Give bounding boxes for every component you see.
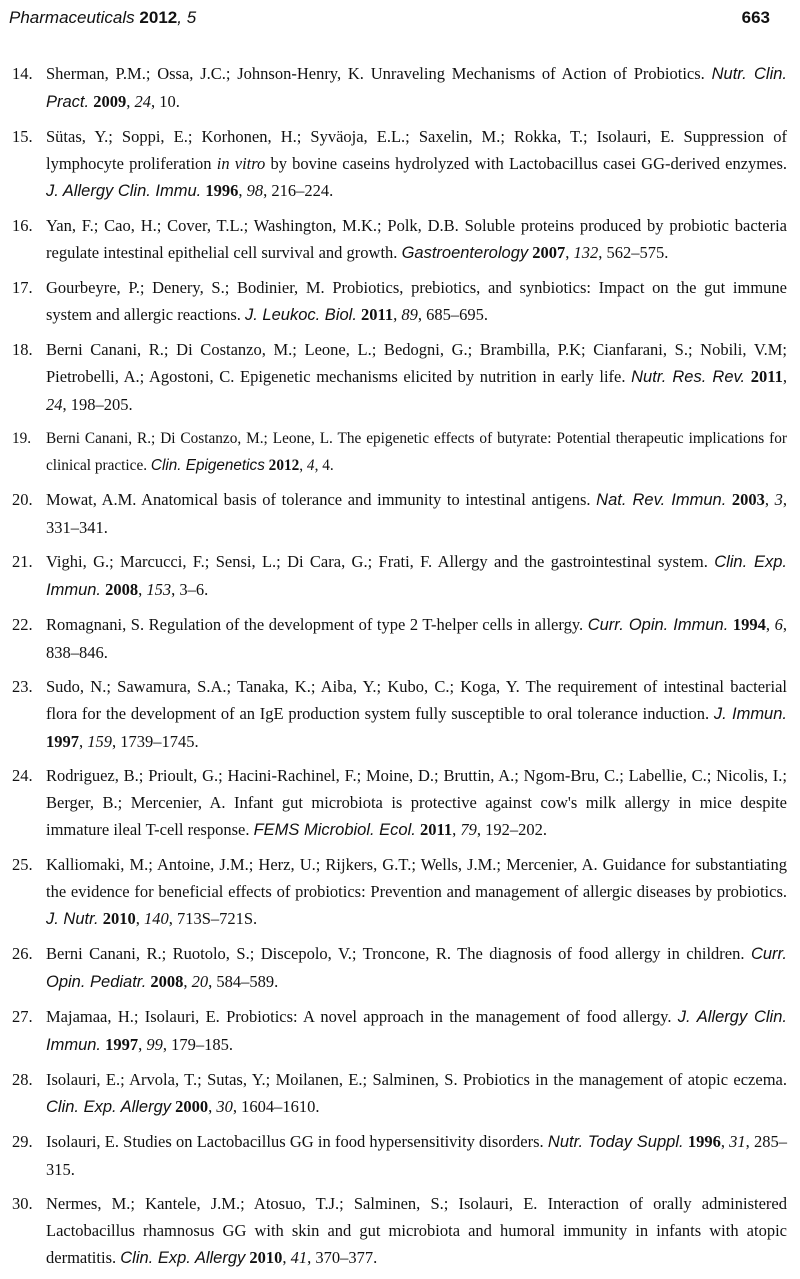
reference-year: 2009 — [93, 92, 127, 111]
reference-volume: 98 — [246, 181, 264, 200]
reference-journal: Clin. Exp. Allergy — [120, 1249, 246, 1267]
reference-volume: 4 — [306, 457, 315, 474]
reference-text: Vighi, G.; Marcucci, F.; Sensi, L.; Di Cara, G.; Frati, F. Allergy and the gastrointestinal system. Clin. Exp. Immun. 2008, 153, 3–6. — [46, 552, 788, 599]
reference-authors-title: Gourbeyre, P.; Denery, S.; Bodinier, M. Probiotics, prebiotics, and synbiotics: Impact on the gut immune system and allergic reactions. — [46, 278, 787, 324]
reference-number: 18. — [12, 340, 33, 359]
reference-volume: 20 — [191, 972, 209, 991]
reference-authors-title: Berni Canani, R.; Di Costanzo, M.; Leone, L. The epigenetic effects of butyrate: Potential therapeutic implications for clinical practice. — [46, 430, 787, 474]
reference-journal: Curr. Opin. Immun. — [587, 616, 729, 634]
reference-volume: 3 — [774, 490, 783, 509]
reference-text: Mowat, A.M. Anatomical basis of tolerance and immunity to intestinal antigens. Nat. Rev. Immun. 2003, 3, 331–341. — [46, 490, 787, 537]
reference-text: Nermes, M.; Kantele, J.M.; Atosuo, T.J.; Salminen, S.; Isolauri, E. Interaction of orally administered Lactobacillus rhamnosus GG with skin and gut microbiota and humoral immunity in infants with atopic dermatitis. Clin. Exp. Allergy 2010, 41, 370–377. — [46, 1194, 787, 1267]
reference-volume: 24 — [134, 92, 151, 111]
reference-authors-title: Romagnani, S. Regulation of the development of type 2 T-helper cells in allergy. — [46, 615, 584, 634]
reference-number: 24. — [12, 766, 33, 785]
reference-item — [0, 212, 800, 267]
reference-number: 16. — [12, 216, 33, 235]
reference-text: Rodriguez, B.; Prioult, G.; Hacini-Rachinel, F.; Moine, D.; Bruttin, A.; Ngom-Bru, C.; Labellie, C.; Nicolis, I.; Berger, B.; Mercenier, A. Infant gut microbiota is protective against cow's milk allergy in mice despite immature ileal T-cell response. FEMS Microbiol. Ecol. 2011, 79, 192–202. — [46, 766, 787, 839]
reference-authors-title: Berni Canani, R.; Ruotolo, S.; Discepolo, V.; Troncone, R. The diagnosis of food allergy in children. — [46, 944, 745, 963]
reference-volume: 41 — [290, 1248, 308, 1267]
reference-text: Sudo, N.; Sawamura, S.A.; Tanaka, K.; Aiba, Y.; Kubo, C.; Koga, Y. The requirement of intestinal bacterial flora for the development of an IgE production system fully susceptible to oral tolerance induction. J. Immun. 1997, 159, 1739–1745. — [46, 677, 787, 751]
reference-text: Gourbeyre, P.; Denery, S.; Bodinier, M. Probiotics, prebiotics, and synbiotics: Impact on the gut immune system and allergic reactions. J. Leukoc. Biol. 2011, 89, 685–695. — [46, 278, 787, 324]
reference-pages: , 370–377. — [307, 1248, 378, 1267]
reference-number: 19. — [12, 430, 32, 447]
reference-journal: Clin. Exp. Allergy — [46, 1098, 172, 1116]
reference-italic-phrase: in vitro — [216, 154, 266, 173]
reference-journal: J. Allergy Clin. Immu. — [46, 182, 202, 200]
reference-authors-title: Kalliomaki, M.; Antoine, J.M.; Herz, U.; Rijkers, G.T.; Wells, J.M.; Mercenier, A. Guidance for substantiating the evidence for beneficial effects of probiotics: Prevention and management of allergic diseases by probiotics. — [46, 855, 787, 901]
reference-text: Isolauri, E.; Arvola, T.; Sutas, Y.; Moilanen, E.; Salminen, S. Probiotics in the management of atopic eczema. Clin. Exp. Allergy 2000, 30, 1604–1610. — [46, 1070, 787, 1116]
running-head-journal: Pharmaceuticals 2012, 5 — [9, 8, 197, 27]
reference-authors-title: Mowat, A.M. Anatomical basis of tolerance and immunity to intestinal antigens. — [46, 490, 591, 509]
reference-authors-title: Yan, F.; Cao, H.; Cover, T.L.; Washington, M.K.; Polk, D.B. Soluble proteins produced by probiotic bacteria regulate intestinal epithelial cell survival and growth. — [46, 216, 787, 262]
reference-text: Sherman, P.M.; Ossa, J.C.; Johnson-Henry, K. Unraveling Mechanisms of Action of Probiotics. Nutr. Clin. Pract. 2009, 24, 10. — [46, 64, 788, 111]
reference-text: Sütas, Y.; Soppi, E.; Korhonen, H.; Syväoja, E.L.; Saxelin, M.; Rokka, T.; Isolauri, E. Suppression of lymphocyte proliferation in vitro by bovine caseins hydrolyzed with Lactobacillus casei GG-derived enzymes. J. Allergy Clin. Immu. 1996, 98, 216–224. — [46, 127, 788, 200]
reference-journal: Nutr. Clin. Pract. — [46, 65, 788, 111]
reference-item — [0, 425, 800, 479]
reference-item — [0, 274, 800, 329]
reference-volume: 99 — [146, 1035, 163, 1054]
reference-item — [0, 1003, 800, 1059]
reference-item — [0, 1066, 800, 1121]
reference-year: 2008 — [105, 580, 139, 599]
reference-item — [0, 1128, 800, 1183]
reference-item — [0, 548, 800, 604]
reference-volume: 30 — [216, 1097, 233, 1116]
reference-number: 23. — [12, 677, 33, 696]
reference-year: 2000 — [175, 1097, 209, 1116]
reference-journal: J. Leukoc. Biol. — [245, 306, 357, 324]
page-header — [9, 8, 770, 34]
reference-text: Yan, F.; Cao, H.; Cover, T.L.; Washington, M.K.; Polk, D.B. Soluble proteins produced by probiotic bacteria regulate intestinal epithelial cell survival and growth. Gastroenterology 2007, 132, 562–575. — [46, 216, 787, 262]
reference-number: 26. — [12, 944, 33, 963]
reference-journal: Clin. Epigenetics — [150, 457, 265, 474]
reference-number: 27. — [12, 1007, 33, 1026]
reference-year: 2008 — [150, 972, 184, 991]
reference-item — [0, 60, 800, 116]
reference-text: Romagnani, S. Regulation of the development of type 2 T-helper cells in allergy. Curr. Opin. Immun. 1994, 6, 838–846. — [46, 615, 788, 662]
reference-year: 1994 — [732, 615, 766, 634]
reference-year: 1996 — [687, 1132, 721, 1151]
reference-item — [0, 486, 800, 541]
reference-text: Berni Canani, R.; Ruotolo, S.; Discepolo, V.; Troncone, R. The diagnosis of food allergy in children. Curr. Opin. Pediatr. 2008, 20, 584–589. — [46, 944, 788, 991]
journal-volume: 5 — [186, 8, 197, 27]
reference-authors-title: Isolauri, E. Studies on Lactobacillus GG in food hypersensitivity disorders. — [46, 1132, 544, 1151]
reference-volume: 132 — [573, 243, 599, 262]
reference-volume: 89 — [401, 305, 418, 324]
reference-journal: J. Nutr. — [46, 910, 99, 928]
reference-authors-title: Vighi, G.; Marcucci, F.; Sensi, L.; Di Cara, G.; Frati, F. Allergy and the gastrointestinal system. — [46, 552, 708, 571]
reference-number: 14. — [12, 64, 33, 83]
reference-authors-title: Sütas, Y.; Soppi, E.; Korhonen, H.; Syväoja, E.L.; Saxelin, M.; Rokka, T.; Isolauri, E. Suppression of lymphocyte proliferation — [46, 127, 787, 173]
reference-year: 2012 — [268, 457, 300, 474]
reference-list — [0, 60, 800, 1279]
reference-year: 1997 — [46, 732, 79, 751]
reference-pages: , 179–185. — [162, 1035, 234, 1054]
reference-journal: Gastroenterology — [401, 244, 529, 262]
reference-authors-title: Sudo, N.; Sawamura, S.A.; Tanaka, K.; Aiba, Y.; Kubo, C.; Koga, Y. The requirement of intestinal bacterial flora for the development of an IgE production system fully susceptible to oral tolerance induction. — [46, 677, 787, 723]
reference-authors-title: Nermes, M.; Kantele, J.M.; Atosuo, T.J.; Salminen, S.; Isolauri, E. Interaction of orally administered Lactobacillus rhamnosus GG with skin and gut microbiota and humoral immunity in infants with atopic dermatitis. — [46, 1194, 787, 1267]
reference-item — [0, 762, 800, 844]
reference-pages: , 198–205. — [62, 395, 133, 414]
reference-pages: , 285–315. — [46, 1132, 788, 1179]
reference-volume: 140 — [143, 909, 169, 928]
reference-pages: , 584–589. — [208, 972, 279, 991]
reference-authors-title: Berni Canani, R.; Di Costanzo, M.; Leone, L.; Bedogni, G.; Brambilla, P.K; Cianfarani, S.; Nobili, V.M; Pietrobelli, A.; Agostoni, C. Epigenetic mechanisms elicited by nutrition in early life. — [46, 340, 787, 386]
reference-pages: , 1739–1745. — [112, 732, 199, 751]
reference-authors-title: Isolauri, E.; Arvola, T.; Sutas, Y.; Moilanen, E.; Salminen, S. Probiotics in the management of atopic eczema. — [46, 1070, 787, 1089]
reference-number: 25. — [12, 855, 33, 874]
reference-number: 20. — [12, 490, 33, 509]
reference-item — [0, 940, 800, 996]
reference-authors-title: Majamaa, H.; Isolauri, E. Probiotics: A novel approach in the management of food allergy. — [46, 1007, 672, 1026]
reference-year: 1996 — [205, 181, 239, 200]
reference-number: 22. — [12, 615, 33, 634]
reference-year: 1997 — [105, 1035, 139, 1054]
reference-pages: , 216–224. — [263, 181, 334, 200]
reference-pages: , 685–695. — [417, 305, 488, 324]
reference-pages: , 10. — [150, 92, 180, 111]
reference-text: Berni Canani, R.; Di Costanzo, M.; Leone, L. The epigenetic effects of butyrate: Potential therapeutic implications for clinical practice. Clin. Epigenetics 2012, 4, 4. — [46, 430, 787, 474]
reference-authors-title: Rodriguez, B.; Prioult, G.; Hacini-Rachinel, F.; Moine, D.; Bruttin, A.; Ngom-Bru, C.; Labellie, C.; Nicolis, I.; Berger, B.; Mercenier, A. Infant gut microbiota is protective against cow's milk allergy in mice despite immature ileal T-cell response. — [46, 766, 787, 839]
reference-pages: , 562–575. — [598, 243, 669, 262]
reference-year: 2010 — [102, 909, 136, 928]
reference-volume: 6 — [774, 615, 783, 634]
reference-year: 2010 — [249, 1248, 283, 1267]
reference-text: Majamaa, H.; Isolauri, E. Probiotics: A novel approach in the management of food allergy. J. Allergy Clin. Immun. 1997, 99, 179–185. — [46, 1007, 787, 1054]
reference-number: 15. — [12, 127, 33, 146]
reference-text: Isolauri, E. Studies on Lactobacillus GG in food hypersensitivity disorders. Nutr. Today Suppl. 1996, 31, 285–315. — [46, 1132, 788, 1179]
reference-volume: 159 — [87, 732, 112, 751]
reference-journal: FEMS Microbiol. Ecol. — [253, 821, 416, 839]
reference-pages: , 1604–1610. — [232, 1097, 320, 1116]
reference-number: 28. — [12, 1070, 33, 1089]
reference-journal: J. Allergy Clin. Immun. — [46, 1008, 787, 1054]
reference-item — [0, 611, 800, 666]
reference-item — [0, 673, 800, 755]
reference-volume: 24 — [46, 395, 63, 414]
reference-item — [0, 851, 800, 933]
reference-number: 30. — [12, 1194, 33, 1213]
reference-volume: 79 — [460, 820, 477, 839]
reference-pages: , 192–202. — [476, 820, 547, 839]
reference-year: 2011 — [750, 367, 783, 386]
reference-journal: J. Immun. — [713, 705, 787, 723]
reference-year: 2003 — [731, 490, 765, 509]
reference-authors-title: Sherman, P.M.; Ossa, J.C.; Johnson-Henry, K. Unraveling Mechanisms of Action of Probiotics. — [46, 64, 705, 83]
reference-journal: Clin. Exp. Immun. — [46, 553, 788, 599]
reference-pages: , 713S–721S. — [168, 909, 258, 928]
reference-title-continued: by bovine caseins hydrolyzed with Lactobacillus casei GG-derived enzymes. — [270, 154, 788, 173]
page-number: 663 — [741, 8, 770, 27]
reference-text: Berni Canani, R.; Di Costanzo, M.; Leone, L.; Bedogni, G.; Brambilla, P.K; Cianfarani, S.; Nobili, V.M; Pietrobelli, A.; Agostoni, C. Epigenetic mechanisms elicited by nutrition in early life. Nutr. Res. Rev. 2011, 24, 198–205. — [46, 340, 788, 414]
reference-pages: , 838–846. — [46, 615, 788, 662]
reference-number: 17. — [12, 278, 33, 297]
journal-name: Pharmaceuticals — [9, 8, 135, 27]
reference-journal: Nat. Rev. Immun. — [596, 491, 727, 509]
reference-journal: Nutr. Res. Rev. — [631, 368, 746, 386]
reference-year: 2007 — [532, 243, 566, 262]
reference-text: Kalliomaki, M.; Antoine, J.M.; Herz, U.; Rijkers, G.T.; Wells, J.M.; Mercenier, A. Guidance for substantiating the evidence for beneficial effects of probiotics: Prevention and management of allergic diseases by probiotics. J. Nutr. 2010, 140, 713S–721S. — [46, 855, 787, 928]
reference-number: 21. — [12, 552, 33, 571]
reference-volume: 153 — [146, 580, 172, 599]
reference-year: 2011 — [420, 820, 453, 839]
reference-year: 2011 — [361, 305, 394, 324]
reference-pages: , 331–341. — [46, 490, 787, 537]
reference-number: 29. — [12, 1132, 33, 1151]
reference-volume: 31 — [729, 1132, 746, 1151]
reference-pages: , 4. — [314, 457, 334, 474]
reference-journal: Curr. Opin. Pediatr. — [46, 945, 788, 991]
reference-pages: , 3–6. — [171, 580, 209, 599]
reference-journal: Nutr. Today Suppl. — [547, 1133, 684, 1151]
reference-item — [0, 123, 800, 205]
journal-year: 2012 — [139, 8, 178, 27]
reference-item — [0, 1190, 800, 1272]
reference-item — [0, 336, 800, 418]
